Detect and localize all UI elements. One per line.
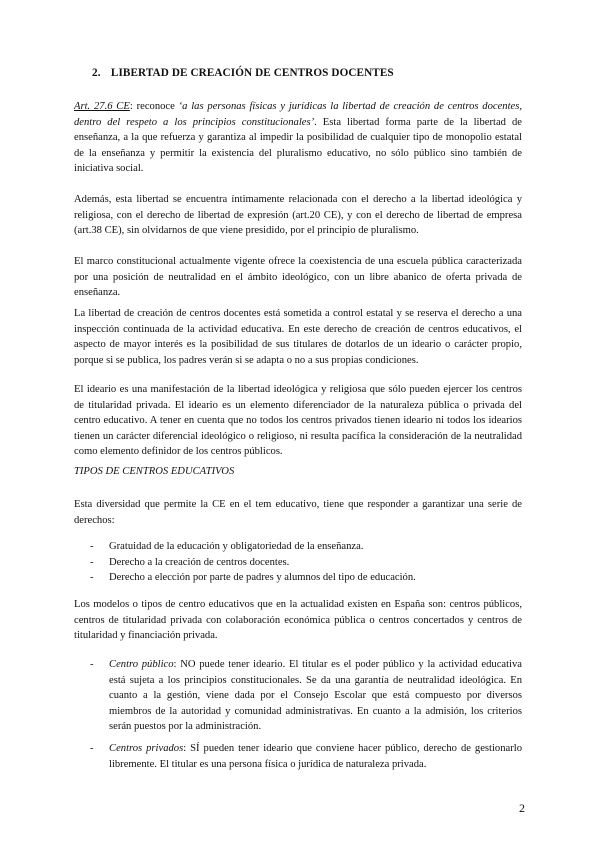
- list-dash: -: [90, 572, 94, 584]
- list-item-text: Derecho a elección por parte de padres y alumnos del tipo de educación.: [109, 572, 416, 584]
- paragraph-ideario: El ideario es una manifestación de la libertad ideológica y religiosa que sólo pueden ejercer los centros de titularidad privada. El ideario es un elemento diferenciador de la naturaleza pública o privada del centro educativo. A tener en cuenta que no todos los centros privados tienen ideario ni todos los idearios tienen un carácter diferencial ideológico o religioso, ni resulta pacífica la consideración de la neutralidad como elemento definidor de los centros públicos.: [74, 384, 522, 458]
- school-types-list: [92, 657, 522, 735]
- paragraph-diversity: Esta diversidad que permite la CE en el tem educativo, tiene que responder a garantizar una serie de derechos:: [74, 499, 522, 526]
- constitutional-quote: ‘a las personas físicas y jurídicas la libertad de creación de centros docentes, dentro del respeto a los principios constitucionales’: [74, 101, 522, 128]
- paragraph-school-models: Los modelos o tipos de centro educativos que en la actualidad existen en España son: centros públicos, centros de titularidad privada con colaboración económica pública o centros concertados y centros de titularidad y financiación privada.: [74, 599, 522, 642]
- section-heading: [92, 67, 394, 79]
- section-number: 2.: [92, 67, 101, 79]
- paragraph-article-27-6: [74, 99, 522, 177]
- list-dash: -: [90, 659, 94, 670]
- paragraph-text: . Esta libertad forma parte de la libertad de enseñanza, a la que refuerza y garantiza al impedir la posibilidad de cualquier tipo de monopolio estatal de la enseñanza y permitir la existencia del pluralismo educativo, no sólo público sino también de iniciativa social.: [74, 116, 522, 175]
- list-item-text: Gratuidad de la educación y obligatoriedad de la enseñanza.: [109, 541, 364, 552]
- type-description: : NO puede tener ideario. El titular es el poder público y la actividad educativa está sujeta a los principios constitucionales. Se da una garantía de neutralidad ideológica. En cuanto a la gestión, viene dada por el Consejo Escolar que está compuesto por diversos miembros de la autoridad y comunidad administrativas. En cuanto a la admisión, los criterios serán puestos por la administración.: [109, 659, 522, 733]
- school-types-list-continued: [92, 741, 522, 772]
- paragraph-state-control: La libertad de creación de centros docentes está sometida a control estatal y se reserva el derecho a una inspección continuada de la actividad educativa. En este derecho de creación de centros educativos, el aspecto de mayor interés es la posibilidad de sus titulares de dotarlos de un ideario o carácter propio, porque si se publica, los padres verán si se adapta o no a sus propias condiciones.: [74, 308, 522, 366]
- article-reference: Art. 27.6 CE: [74, 101, 130, 112]
- rights-list: [92, 539, 522, 586]
- list-dash: -: [90, 743, 94, 754]
- reference-separator: : reconoce: [129, 101, 179, 112]
- list-item: [92, 657, 522, 735]
- list-item: [92, 741, 522, 772]
- type-description: : SÍ pueden tener ideario que conviene hacer público, derecho de gestionarlo libremente. El titular es una persona física o jurídica de naturaleza privada.: [109, 743, 522, 770]
- paragraph-related-rights: Además, esta libertad se encuentra íntimamente relacionada con el derecho a la libertad ideológica y religiosa, con el derecho de libertad de expresión (art.20 CE), y con el derecho de libertad de empresa (art.38 CE), sin olvidarnos de que viene presidido, por el principio de pluralismo.: [74, 194, 522, 237]
- list-item-text: Derecho a la creación de centros docentes.: [109, 556, 290, 568]
- list-dash: -: [90, 556, 94, 568]
- list-item: [92, 539, 522, 555]
- subheading-school-types: TIPOS DE CENTROS EDUCATIVOS: [74, 466, 235, 477]
- list-dash: -: [90, 541, 94, 552]
- type-label: Centros privados: [109, 743, 184, 754]
- type-label: Centro público: [109, 659, 174, 670]
- section-title: LIBERTAD DE CREACIÓN DE CENTROS DOCENTES: [110, 67, 394, 79]
- page-number: 2: [519, 801, 525, 815]
- paragraph-constitutional-framework: El marco constitucional actualmente vigente ofrece la coexistencia de una escuela pública caracterizada por una posición de neutralidad en el ámbito ideológico, con un libre abanico de oferta privada de enseñanza.: [74, 256, 522, 299]
- list-item: [92, 570, 522, 586]
- list-item: [92, 555, 522, 571]
